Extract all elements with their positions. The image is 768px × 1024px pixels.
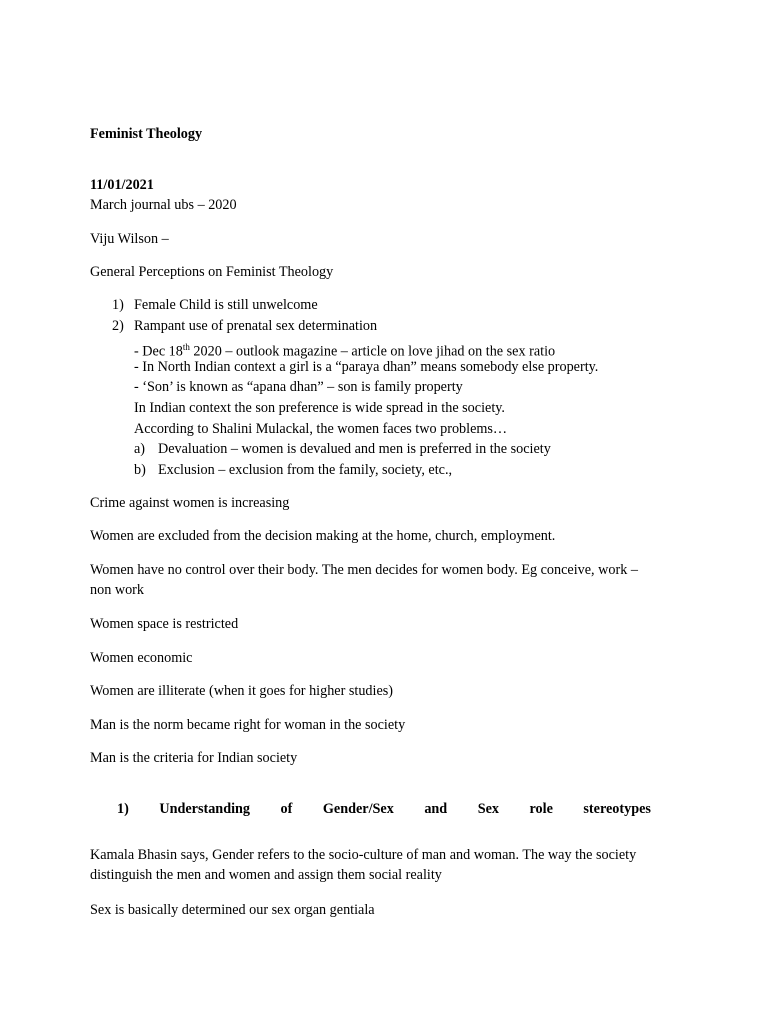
paragraph: non work [90,582,144,598]
section-heading-word: stereotypes [583,801,651,817]
lettered-item-a: Devaluation – women is devalued and men is preferred in the society [158,441,551,457]
sub-point-indian: In Indian context the son preference is wide spread in the society. [134,400,505,416]
list-number-1: 1) [112,297,124,313]
paragraph: Women are excluded from the decision making at the home, church, employment. [90,528,556,544]
sub-point-son: - ‘Son’ is known as “apana dhan” – son is family property [134,379,463,395]
speaker-line: Viju Wilson – [90,231,169,247]
sub-point-north: - In North Indian context a girl is a “paraya dhan” means somebody else property. [134,359,599,375]
subheading: General Perceptions on Feminist Theology [90,264,334,280]
paragraph: Women economic [90,650,193,666]
list-item-2: Rampant use of prenatal sex determination [134,318,378,334]
closing-paragraph-line: distinguish the men and women and assign them social reality [90,867,442,883]
section-heading-word: 1) [117,801,129,817]
list-item-1: Female Child is still unwelcome [134,297,318,313]
section-heading-word: Understanding [159,801,251,817]
list-number-2: 2) [112,318,124,334]
paragraph: Crime against women is increasing [90,495,290,511]
paragraph: Women have no control over their body. The men decides for women body. Eg conceive, work – [90,562,638,578]
paragraph: Women are illiterate (when it goes for higher studies) [90,683,394,699]
paragraph: Man is the criteria for Indian society [90,750,298,766]
document-title: Feminist Theology [90,126,203,142]
journal-line: March journal ubs – 2020 [90,197,237,213]
closing-paragraph-line: Sex is basically determined our sex organ gentiala [90,902,375,918]
section-heading-word: of [280,801,293,817]
sub-point-shalini: According to Shalini Mulackal, the women faces two problems… [134,421,508,437]
section-heading-word: role [529,801,553,817]
paragraph: Man is the norm became right for woman in the society [90,717,406,733]
lettered-item-b: Exclusion – exclusion from the family, society, etc., [158,462,453,478]
section-heading-word: and [424,801,448,817]
letter-a: a) [134,441,146,457]
date: 11/01/2021 [90,177,154,193]
section-heading-word: Sex [477,801,499,817]
sub-point-dec: - Dec 18th 2020 – outlook magazine – article on love jihad on the sex ratio [134,342,556,360]
closing-paragraph-line: Kamala Bhasin says, Gender refers to the socio-culture of man and woman. The way the society [90,847,637,863]
paragraph: Women space is restricted [90,616,239,632]
letter-b: b) [134,462,146,478]
section-heading-word: Gender/Sex [322,801,394,817]
section-heading [117,800,651,818]
